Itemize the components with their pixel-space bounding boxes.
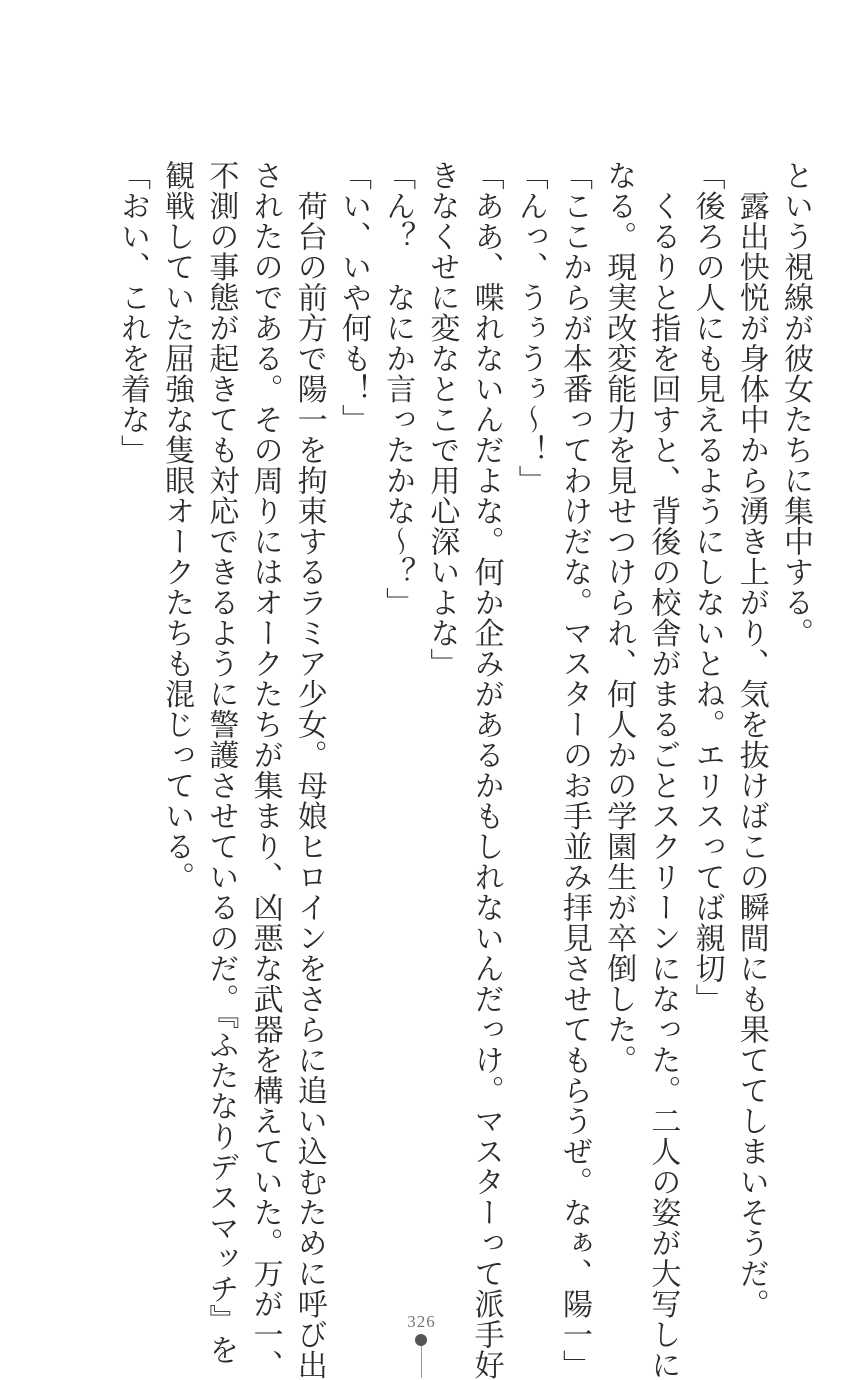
text-column: きなくせに変なとこで用心深いよな」 [424,160,460,679]
text-column: 観戦していた屈強な隻眼オークたちも混じっている。 [159,160,195,892]
text-column: 不測の事態が起きても対応できるように警護させているのだ。『ふたなりデスマッチ』を [203,160,239,1365]
text-column: という視線が彼女たちに集中する。 [778,160,813,648]
text-column: 「い、いや何も！」 [335,160,371,435]
text-column: 「おい、これを着な」 [114,160,150,465]
page-number: 326 [407,1312,436,1331]
page-footer [0,1312,843,1378]
text-column: 「ここからが本番ってわけだな。マスターのお手並み拝見させてもらうぜ。なぁ、陽一」 [556,160,592,1380]
text-column: 露出快悦が身体中から湧き上がり、気を抜けばこの瞬間にも果ててしまいそうだ。 [733,160,769,1319]
text-column: 「ああ、喋れないんだよな。何か企みがあるかもしれないんだっけ。マスターって派手好 [468,160,504,1380]
text-column: 「後ろの人にも見えるようにしないとね。エリスってば親切」 [689,160,725,1014]
page-marker-line [421,1346,422,1378]
text-column: されたのである。その周りにはオークたちが集まり、凶悪な武器を構えていた。万が一、 [247,160,283,1380]
text-column: くるりと指を回すと、背後の校舎がまるごとスクリーンになった。二人の姿が大写しに [645,160,681,1380]
text-column: 荷台の前方で陽一を拘束するラミア少女。母娘ヒロインをさらに追い込むために呼び出 [291,160,327,1380]
text-column: 「んっ、うぅうぅ～！」 [512,160,548,496]
text-column: 「ん？ なにか言ったかな～？」 [380,160,416,618]
text-column: なる。現実改変能力を見せつけられ、何人かの学園生が卒倒した。 [601,160,637,1075]
page-marker-dot-icon [415,1334,427,1346]
